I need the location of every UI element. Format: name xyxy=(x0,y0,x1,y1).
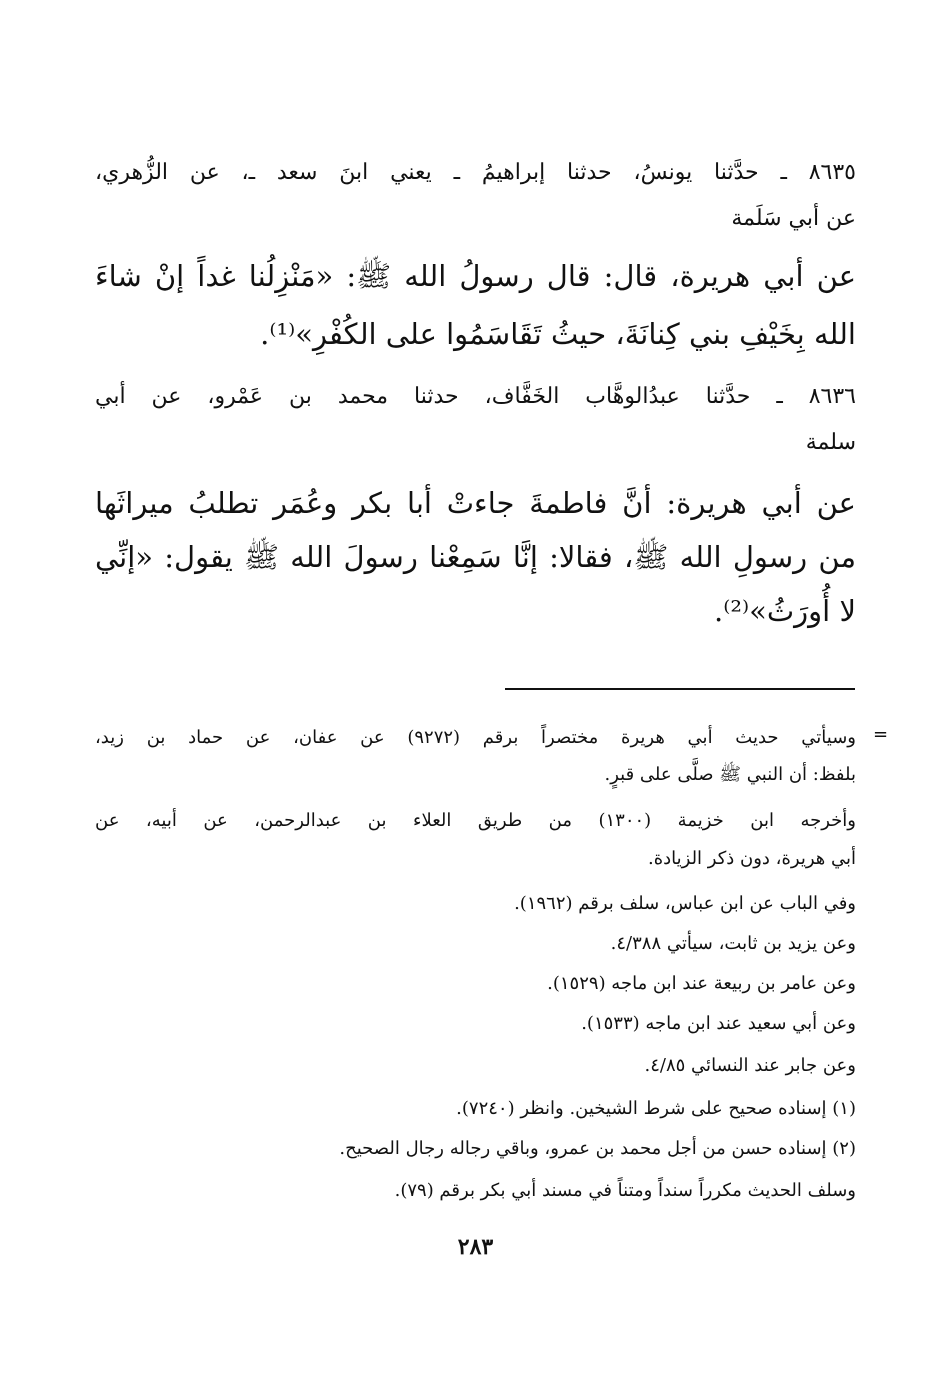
hadith-8635-isnad-line-1: ٨٦٣٥ ـ حدَّثنا يونسُ، حدثنا إبراهيمُ ـ يعني ابنَ سعد ـ، عن الزُّهري، xyxy=(95,160,856,185)
footnote-2-continued: وسلف الحديث مكرراً سنداً ومتناً في مسند أبي بكر برقم (٧٩). xyxy=(394,1180,856,1201)
hadith-8636-matn-line-1: عن أبي هريرة: أنَّ فاطمةَ جاءتْ أبا بكر وعُمَر تطلبُ ميراثَها xyxy=(95,486,856,520)
footnote-line-3: وأخرجه ابن خزيمة (١٣٠٠) من طريق العلاء بن عبدالرحمن، عن أبيه، عن xyxy=(95,810,856,831)
footnote-line-6: وعن يزيد بن ثابت، سيأتي ٤/٣٨٨. xyxy=(610,933,856,954)
footnote-2: (٢) إسناده حسن من أجل محمد بن عمرو، وباقي رجاله رجال الصحيح. xyxy=(339,1138,856,1159)
page-number: ٢٨٣ xyxy=(457,1234,494,1260)
footnote-1: (١) إسناده صحيح على شرط الشيخين. وانظر (٧٢٤٠). xyxy=(456,1098,856,1119)
footnote-line-7: وعن عامر بن ربيعة عند ابن ماجه (١٥٢٩). xyxy=(547,973,856,994)
footnote-line-2: بلفظ: أن النبي ﷺ صلَّى على قبرٍ. xyxy=(604,764,856,785)
hadith-8636-matn-line-2: من رسولِ الله ﷺ، فقالا: إنَّا سَمِعْنا رسولَ الله ﷺ يقول: «إنِّي xyxy=(95,540,856,574)
footnote-separator xyxy=(505,688,855,690)
footnote-line-1: وسيأتي حديث أبي هريرة مختصراً برقم (٩٢٧٢) عن عفان، عن حماد بن زيد، xyxy=(95,727,856,748)
hadith-8636-isnad-line-1: ٨٦٣٦ ـ حدَّثنا عبدُالوهَّاب الخَفَّاف، حدثنا محمد بن عَمْرو، عن أبي xyxy=(95,384,856,409)
footnote-line-9: وعن جابر عند النسائي ٤/٨٥. xyxy=(644,1055,856,1076)
hadith-8636-isnad-line-2: سلمة xyxy=(805,430,856,455)
footnote-line-4: أبي هريرة، دون ذكر الزيادة. xyxy=(647,848,856,869)
hadith-8635-matn-line-1: عن أبي هريرة، قال: قال رسولُ الله ﷺ: «مَنْزِلُنا غداً إنْ شاءَ xyxy=(95,259,856,293)
hadith-8636-matn-line-3: لا أُورَثُ»⁽²⁾. xyxy=(714,594,856,628)
footnote-line-8: وعن أبي سعيد عند ابن ماجه (١٥٣٣). xyxy=(581,1013,856,1034)
footnote-line-5: وفي الباب عن ابن عباس، سلف برقم (١٩٦٢). xyxy=(514,893,856,914)
continuation-mark: = xyxy=(873,724,889,745)
hadith-8635-matn-line-2: الله بِخَيْفِ بني كِنانَةَ، حيثُ تَقَاسَمُوا على الكُفْرِ»⁽¹⁾. xyxy=(260,317,856,351)
hadith-8635-isnad-line-2: عن أبي سَلَمة xyxy=(731,206,856,231)
